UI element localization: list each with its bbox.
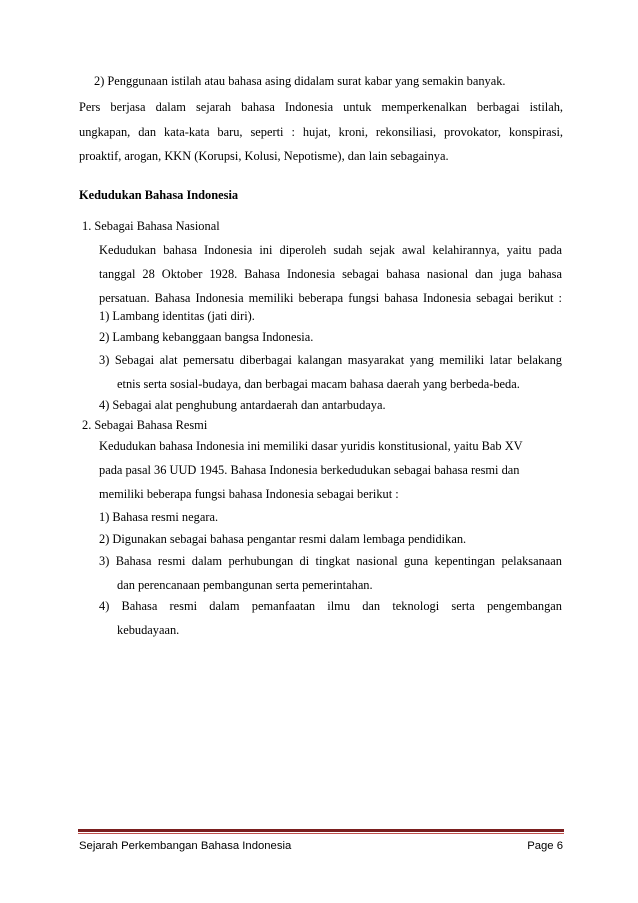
subsection-title: 1. Sebagai Bahasa Nasional [82, 219, 220, 233]
list-item-continuation: etnis serta sosial-budaya, dan berbagai macam bahasa daerah yang berbeda-beda. [117, 377, 520, 391]
list-item: 2) Digunakan sebagai bahasa pengantar resmi dalam lembaga pendidikan. [99, 532, 467, 546]
list-item: 2) Penggunaan istilah atau bahasa asing didalam surat kabar yang semakin banyak. [94, 74, 506, 88]
list-item-continuation: kebudayaan. [117, 623, 180, 637]
paragraph-line: Pers berjasa dalam sejarah bahasa Indonesia untuk memperkenalkan berbagai istilah, [79, 100, 563, 114]
paragraph-line: memiliki beberapa fungsi bahasa Indonesia sebagai berikut : [99, 487, 399, 501]
subsection-title: 2. Sebagai Bahasa Resmi [82, 418, 208, 432]
paragraph-line: tanggal 28 Oktober 1928. Bahasa Indonesia sebagai bahasa nasional dan juga bahasa [99, 267, 562, 281]
paragraph-line: Kedudukan bahasa Indonesia ini diperoleh sudah sejak awal kelahirannya, yaitu pada [99, 243, 562, 257]
section-heading: Kedudukan Bahasa Indonesia [79, 188, 239, 202]
list-item: 2) Lambang kebanggaan bangsa Indonesia. [99, 330, 314, 344]
paragraph-line: persatuan. Bahasa Indonesia memiliki beberapa fungsi bahasa Indonesia sebagai berikut : [99, 291, 562, 305]
list-item: 3) Sebagai alat pemersatu diberbagai kalangan masyarakat yang memiliki latar belakang [99, 353, 562, 367]
paragraph-line: Kedudukan bahasa Indonesia ini memiliki dasar yuridis konstitusional, yaitu Bab XV [99, 439, 523, 453]
list-item: 4) Bahasa resmi dalam pemanfaatan ilmu dan teknologi serta pengembangan [99, 599, 562, 613]
list-item: 4) Sebagai alat penghubung antardaerah dan antarbudaya. [99, 398, 386, 412]
paragraph-line: ungkapan, dan kata-kata baru, seperti : hujat, kroni, rekonsiliasi, provokator, konspirasi, [79, 125, 563, 139]
paragraph-line: pada pasal 36 UUD 1945. Bahasa Indonesia berkedudukan sebagai bahasa resmi dan [99, 463, 520, 477]
footer-rule-thin [78, 833, 564, 834]
list-item: 1) Bahasa resmi negara. [99, 510, 219, 524]
list-item-continuation: dan perencanaan pembangunan serta pemerintahan. [117, 578, 373, 592]
list-item: 3) Bahasa resmi dalam perhubungan di tingkat nasional guna kepentingan pelaksanaan [99, 554, 562, 568]
page-number: Page 6 [527, 840, 563, 852]
list-item: 1) Lambang identitas (jati diri). [99, 309, 255, 323]
paragraph-line: proaktif, arogan, KKN (Korupsi, Kolusi, Nepotisme), dan lain sebagainya. [79, 149, 449, 163]
footer-title: Sejarah Perkembangan Bahasa Indonesia [79, 840, 292, 852]
footer-rule-thick [78, 829, 564, 832]
